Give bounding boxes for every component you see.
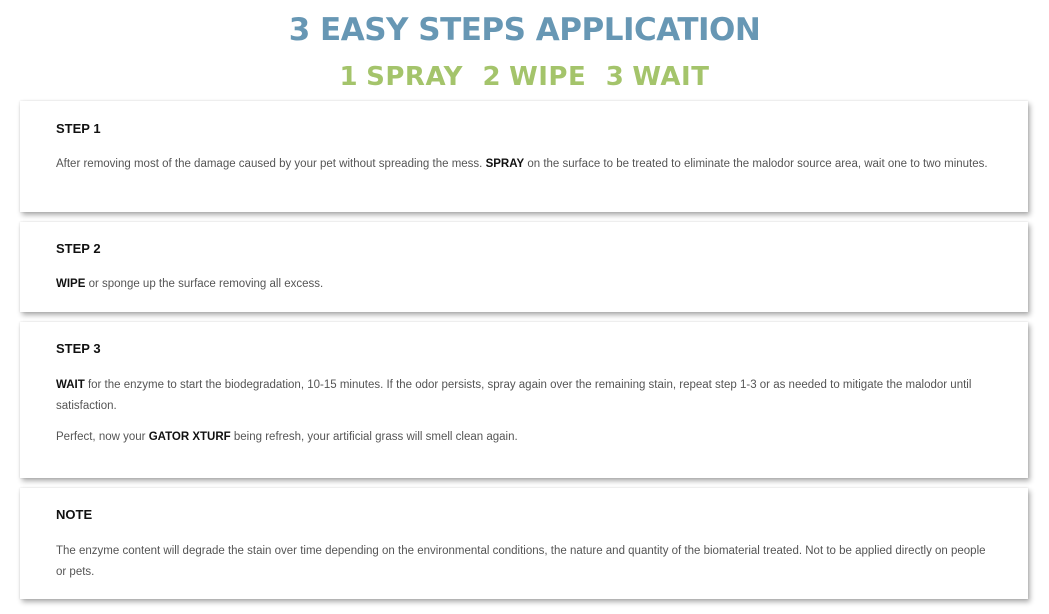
step-number-2: 2 [482, 62, 502, 92]
step-word-wipe: WIPE [509, 62, 587, 92]
step-2-text-after: or sponge up the surface removing all excess. [85, 278, 324, 290]
note-text: The enzyme content will degrade the stain over time depending on the environmental conditions, the nature and quantity of the biomaterial treated. Not to be applied directly on people or pets. [56, 545, 986, 578]
step-3-closing-before: Perfect, now your [56, 431, 149, 443]
step-word-spray: SPRAY [366, 62, 463, 92]
page-title: 3 EASY STEPS APPLICATION [288, 12, 761, 48]
step-word-wait: WAIT [632, 62, 710, 92]
step-3-closing-text [56, 427, 988, 448]
step-3-text [56, 375, 988, 416]
step-1-title: STEP 1 [56, 121, 101, 136]
step-3-text-after: for the enzyme to start the biodegradation, 10-15 minutes. If the odor persists, spray again over the remaining stain, repeat step 1-3 or as needed to mitigate the malodor until satisfaction. [56, 379, 972, 412]
step-1-text-after: on the surface to be treated to eliminate the malodor source area, wait one to two minutes. [524, 158, 988, 170]
step-1-text [56, 154, 988, 175]
step-number-3: 3 [605, 62, 625, 92]
step-3-keyword: WAIT [56, 379, 85, 391]
brand-name: GATOR XTURF [148, 431, 231, 443]
step-2-title: STEP 2 [56, 241, 101, 256]
step-1-card [20, 101, 1028, 212]
note-card [20, 488, 1028, 599]
step-2-card [20, 222, 1028, 312]
step-3-closing-after: being refresh, your artificial grass will smell clean again. [230, 431, 518, 443]
step-1-text-before: After removing most of the damage caused by your pet without spreading the mess. [56, 158, 486, 170]
steps-subtitle [0, 62, 1049, 92]
note-title: NOTE [56, 507, 93, 522]
step-3-title: STEP 3 [56, 341, 101, 356]
step-number-1: 1 [339, 62, 359, 92]
step-2-text [56, 274, 988, 295]
step-2-keyword: WIPE [56, 278, 86, 290]
step-1-keyword: SPRAY [485, 158, 525, 170]
step-3-card [20, 322, 1028, 478]
